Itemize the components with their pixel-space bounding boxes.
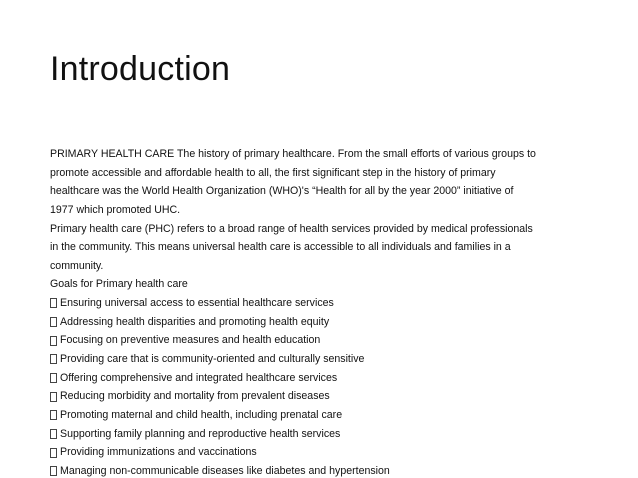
goal-text: Promoting maternal and child health, including prenatal care xyxy=(60,408,343,421)
goal-text: Managing non-communicable diseases like diabetes and hypertension xyxy=(60,464,390,477)
paragraph-line: 1977 which promoted UHC. xyxy=(50,203,181,216)
paragraph-line: healthcare was the World Health Organization (WHO)'s “Health for all by the year 2000” initiative of xyxy=(50,185,514,198)
goal-text: Offering comprehensive and integrated healthcare services xyxy=(60,371,338,384)
goal-bullet xyxy=(50,443,610,462)
missing-glyph-box-icon xyxy=(50,317,57,327)
goal-text: Providing care that is community-oriented and culturally sensitive xyxy=(60,353,365,366)
goal-bullet xyxy=(50,406,610,425)
goal-bullet xyxy=(50,313,610,332)
goal-text: Addressing health disparities and promoting health equity xyxy=(60,315,330,328)
goals-heading: Goals for Primary health care xyxy=(50,278,188,291)
paragraph-line: in the community. This means universal health care is accessible to all individuals and families in a xyxy=(50,241,511,254)
missing-glyph-box-icon xyxy=(50,466,57,476)
goal-bullet xyxy=(50,462,610,478)
slide-body xyxy=(50,145,610,478)
missing-glyph-box-icon xyxy=(50,448,57,458)
missing-glyph-box-icon xyxy=(50,336,57,346)
goal-text: Reducing morbidity and mortality from prevalent diseases xyxy=(60,390,330,403)
missing-glyph-box-icon xyxy=(50,298,57,308)
paragraph-line: PRIMARY HEALTH CARE The history of primary healthcare. From the small efforts of various groups to xyxy=(50,148,536,160)
paragraph-line: promote accessible and affordable health to all, the first significant step in the history of primary xyxy=(50,166,496,179)
goal-text: Supporting family planning and reproductive health services xyxy=(60,427,341,440)
goal-bullet xyxy=(50,350,610,369)
paragraph-line: Primary health care (PHC) refers to a broad range of health services provided by medical professionals xyxy=(50,222,533,235)
missing-glyph-box-icon xyxy=(50,392,57,402)
missing-glyph-box-icon xyxy=(50,354,57,364)
goal-bullet xyxy=(50,331,610,350)
missing-glyph-box-icon xyxy=(50,410,57,420)
slide-title: Introduction xyxy=(50,50,231,88)
goal-bullet xyxy=(50,387,610,406)
goal-bullet xyxy=(50,294,610,313)
missing-glyph-box-icon xyxy=(50,429,57,439)
goal-bullet xyxy=(50,425,610,444)
goal-bullet xyxy=(50,369,610,388)
goal-text: Ensuring universal access to essential healthcare services xyxy=(60,297,334,310)
paragraph-line: community. xyxy=(50,259,104,272)
goal-text: Focusing on preventive measures and health education xyxy=(60,334,321,347)
goal-text: Providing immunizations and vaccinations xyxy=(60,446,257,459)
missing-glyph-box-icon xyxy=(50,373,57,383)
